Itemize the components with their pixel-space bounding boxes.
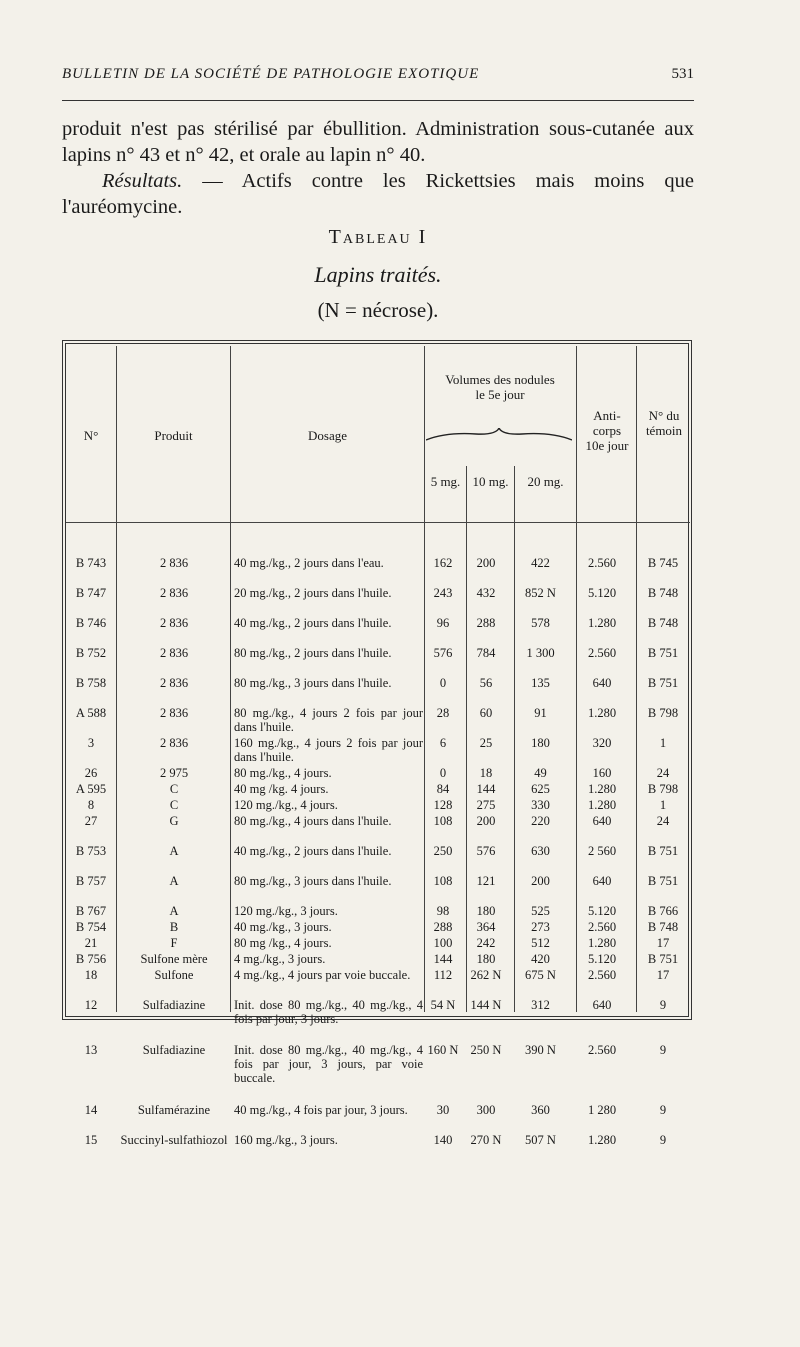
cell-temoin: B 751 xyxy=(647,676,679,690)
col-header-no: N° xyxy=(83,428,99,443)
table-row xyxy=(64,998,694,1043)
cell-dosage: 40 mg./kg., 3 jours. xyxy=(234,920,332,934)
cell-temoin: 1 xyxy=(659,736,667,750)
cell-vol-10mg: 270 N xyxy=(470,1133,502,1147)
cell-anticorps: 1.280 xyxy=(587,782,617,796)
results-label: Résultats. xyxy=(102,170,183,192)
cell-anticorps: 640 xyxy=(592,998,612,1012)
cell-vol-5mg: 250 xyxy=(433,844,453,858)
cell-dosage: 80 mg./kg., 4 jours. xyxy=(234,766,332,780)
cell-produit: B xyxy=(169,920,179,934)
running-title: BULLETIN DE LA SOCIÉTÉ DE PATHOLOGIE EXOTIQUE xyxy=(62,66,480,82)
cell-anticorps: 2.560 xyxy=(587,1043,617,1057)
cell-vol-5mg: 96 xyxy=(436,616,450,630)
cell-no: B 757 xyxy=(75,874,107,888)
table-row xyxy=(64,676,694,706)
cell-vol-5mg: 28 xyxy=(436,706,450,720)
cell-no: B 747 xyxy=(75,586,107,600)
cell-vol-10mg: 275 xyxy=(476,798,496,812)
table-row xyxy=(64,736,694,766)
table-row xyxy=(64,706,694,736)
cell-anticorps: 1.280 xyxy=(587,798,617,812)
cell-vol-10mg: 144 xyxy=(476,782,496,796)
cell-vol-5mg: 0 xyxy=(439,676,447,690)
page-number: 531 xyxy=(671,66,694,82)
cell-produit: Sulfadiazine xyxy=(142,1043,206,1057)
cell-dosage: Init. dose 80 mg./kg., 40 mg./kg., 4 fois par jour, 3 jours. xyxy=(234,998,423,1026)
cell-dosage: 80 mg./kg., 4 jours 2 fois par jour dans l'huile. xyxy=(234,706,423,734)
cell-vol-20mg: 200 xyxy=(531,874,550,888)
cell-anticorps: 2.560 xyxy=(587,646,617,660)
cell-dosage: 20 mg./kg., 2 jours dans l'huile. xyxy=(234,586,392,600)
cell-vol-10mg: 242 xyxy=(476,936,496,950)
cell-no: B 752 xyxy=(75,646,107,660)
results-text: — Actifs contre les Rickettsies mais moins que l'auréomycine. xyxy=(62,170,694,218)
cell-produit: 2 975 xyxy=(159,766,189,780)
cell-temoin: 9 xyxy=(659,998,667,1012)
cell-anticorps: 160 xyxy=(592,766,612,780)
table-row xyxy=(64,844,694,874)
volumes-brace xyxy=(426,428,572,442)
cell-no: 26 xyxy=(84,766,98,780)
cell-vol-20mg: 507 N xyxy=(525,1133,556,1147)
cell-temoin: 9 xyxy=(659,1043,667,1057)
cell-no: B 756 xyxy=(75,952,107,966)
cell-anticorps: 2.560 xyxy=(587,556,617,570)
cell-produit: A xyxy=(169,874,179,888)
cell-vol-5mg: 160 N xyxy=(427,1043,459,1057)
cell-temoin: B 751 xyxy=(647,874,679,888)
cell-no: A 595 xyxy=(75,782,107,796)
cell-no: 14 xyxy=(84,1103,98,1117)
header-rule xyxy=(62,100,694,101)
cell-anticorps: 640 xyxy=(592,676,612,690)
table-row xyxy=(64,586,694,616)
cell-temoin: B 766 xyxy=(647,904,679,918)
table-row xyxy=(64,1043,694,1103)
cell-vol-10mg: 121 xyxy=(476,874,496,888)
cell-temoin: 24 xyxy=(656,814,670,828)
table-row xyxy=(64,782,694,798)
table-row xyxy=(64,766,694,782)
cell-temoin: B 748 xyxy=(647,920,679,934)
cell-dosage: 80 mg./kg., 2 jours dans l'huile. xyxy=(234,646,392,660)
cell-vol-10mg: 300 xyxy=(476,1103,496,1117)
intro-paragraph xyxy=(62,116,694,220)
cell-dosage: 120 mg./kg., 4 jours. xyxy=(234,798,338,812)
cell-dosage: 40 mg./kg., 4 fois par jour, 3 jours. xyxy=(234,1103,408,1117)
cell-vol-10mg: 432 xyxy=(476,586,496,600)
col-header-produit: Produit xyxy=(154,428,193,443)
cell-vol-5mg: 84 xyxy=(436,782,450,796)
cell-anticorps: 640 xyxy=(592,874,612,888)
cell-vol-5mg: 128 xyxy=(433,798,453,812)
table-row xyxy=(64,1133,694,1149)
cell-produit: A xyxy=(169,904,179,918)
cell-temoin: B 751 xyxy=(647,646,679,660)
cell-anticorps: 640 xyxy=(592,814,612,828)
cell-temoin: B 751 xyxy=(647,952,679,966)
cell-anticorps: 1.280 xyxy=(587,1133,617,1147)
table-row xyxy=(64,616,694,646)
table-row xyxy=(64,1103,694,1133)
cell-anticorps: 1.280 xyxy=(587,616,617,630)
table-row xyxy=(64,936,694,952)
cell-dosage: 40 mg./kg., 2 jours dans l'huile. xyxy=(234,844,392,858)
cell-vol-20mg: 273 xyxy=(531,920,550,934)
cell-anticorps: 5.120 xyxy=(587,952,617,966)
cell-temoin: B 745 xyxy=(647,556,679,570)
col-header-v20: 20 mg. xyxy=(527,474,564,489)
cell-vol-20mg: 675 N xyxy=(525,968,556,982)
cell-vol-5mg: 108 xyxy=(433,814,453,828)
cell-vol-10mg: 200 xyxy=(476,556,496,570)
cell-temoin: 24 xyxy=(656,766,670,780)
cell-vol-20mg: 220 xyxy=(531,814,550,828)
cell-produit: Sulfadiazine xyxy=(142,998,206,1012)
intro-text: produit n'est pas stérilisé par ébullition. Administration sous-cutanée aux lapins n° 43 et n° 42, et orale au lapin n° 40. xyxy=(62,118,694,166)
cell-produit: Sulfone xyxy=(154,968,194,982)
cell-produit: Sulfamérazine xyxy=(137,1103,211,1117)
cell-anticorps: 2.560 xyxy=(587,968,617,982)
cell-vol-20mg: 1 300 xyxy=(526,646,555,660)
cell-vol-20mg: 625 xyxy=(531,782,550,796)
cell-vol-20mg: 312 xyxy=(531,998,550,1012)
running-header xyxy=(62,66,694,83)
cell-dosage: 40 mg./kg., 2 jours dans l'huile. xyxy=(234,616,392,630)
cell-dosage: 160 mg./kg., 3 jours. xyxy=(234,1133,338,1147)
table-row xyxy=(64,556,694,586)
table-row xyxy=(64,952,694,968)
cell-no: B 746 xyxy=(75,616,107,630)
cell-vol-20mg: 525 xyxy=(531,904,550,918)
cell-anticorps: 1.280 xyxy=(587,706,617,720)
cell-produit: 2 836 xyxy=(159,586,189,600)
cell-no: 21 xyxy=(84,936,98,950)
cell-no: B 754 xyxy=(75,920,107,934)
cell-vol-10mg: 144 N xyxy=(470,998,502,1012)
cell-anticorps: 2.560 xyxy=(587,920,617,934)
table-row xyxy=(64,904,694,920)
cell-produit: 2 836 xyxy=(159,736,189,750)
cell-vol-5mg: 0 xyxy=(439,766,447,780)
cell-vol-20mg: 330 xyxy=(531,798,550,812)
cell-vol-5mg: 162 xyxy=(433,556,453,570)
cell-vol-20mg: 360 xyxy=(531,1103,550,1117)
col-header-v5: 5 mg. xyxy=(430,474,461,489)
cell-dosage: 80 mg./kg., 3 jours dans l'huile. xyxy=(234,676,392,690)
cell-vol-10mg: 180 xyxy=(476,904,496,918)
cell-dosage: 40 mg./kg., 2 jours dans l'eau. xyxy=(234,556,384,570)
header-bottom-rule xyxy=(66,522,690,523)
cell-no: 12 xyxy=(84,998,98,1012)
cell-vol-5mg: 112 xyxy=(433,968,453,982)
cell-vol-5mg: 98 xyxy=(436,904,450,918)
cell-vol-20mg: 420 xyxy=(531,952,550,966)
cell-vol-5mg: 30 xyxy=(436,1103,450,1117)
cell-no: A 588 xyxy=(75,706,107,720)
table-row xyxy=(64,814,694,844)
cell-vol-10mg: 200 xyxy=(476,814,496,828)
col-header-v10: 10 mg. xyxy=(472,474,509,489)
cell-produit: 2 836 xyxy=(159,556,189,570)
results-paragraph xyxy=(62,168,694,220)
cell-vol-10mg: 784 xyxy=(476,646,496,660)
cell-vol-10mg: 60 xyxy=(479,706,493,720)
cell-vol-20mg: 180 xyxy=(531,736,550,750)
cell-vol-10mg: 25 xyxy=(479,736,493,750)
cell-vol-20mg: 135 xyxy=(531,676,550,690)
cell-no: B 758 xyxy=(75,676,107,690)
cell-vol-5mg: 54 N xyxy=(430,998,456,1012)
cell-vol-5mg: 100 xyxy=(433,936,453,950)
cell-temoin: B 798 xyxy=(647,782,679,796)
cell-no: B 743 xyxy=(75,556,107,570)
cell-no: 18 xyxy=(84,968,98,982)
cell-temoin: B 748 xyxy=(647,586,679,600)
cell-temoin: B 751 xyxy=(647,844,679,858)
cell-temoin: 17 xyxy=(656,936,670,950)
table-row xyxy=(64,874,694,904)
table-row xyxy=(64,646,694,676)
cell-temoin: 1 xyxy=(659,798,667,812)
cell-produit: 2 836 xyxy=(159,616,189,630)
cell-dosage: 40 mg /kg. 4 jours. xyxy=(234,782,329,796)
cell-produit: C xyxy=(169,798,179,812)
cell-produit: 2 836 xyxy=(159,676,189,690)
cell-produit: F xyxy=(170,936,178,950)
cell-temoin: 17 xyxy=(656,968,670,982)
cell-vol-20mg: 390 N xyxy=(525,1043,556,1057)
cell-produit: Sulfone mère xyxy=(140,952,208,966)
cell-dosage: 160 mg./kg., 4 jours 2 fois par jour dans l'huile. xyxy=(234,736,423,764)
cell-no: 13 xyxy=(84,1043,98,1057)
data-table xyxy=(64,556,694,1149)
cell-no: B 767 xyxy=(75,904,107,918)
cell-anticorps: 5.120 xyxy=(587,904,617,918)
cell-no: 3 xyxy=(87,736,95,750)
cell-dosage: 4 mg./kg., 3 jours. xyxy=(234,952,326,966)
table-caption: Tableau I xyxy=(328,226,428,248)
cell-anticorps: 1 280 xyxy=(587,1103,617,1117)
cell-vol-10mg: 250 N xyxy=(470,1043,502,1057)
cell-temoin: 9 xyxy=(659,1103,667,1117)
cell-vol-5mg: 144 xyxy=(433,952,453,966)
cell-no: B 753 xyxy=(75,844,107,858)
cell-anticorps: 320 xyxy=(592,736,612,750)
cell-vol-10mg: 18 xyxy=(479,766,493,780)
cell-vol-20mg: 630 xyxy=(531,844,550,858)
cell-produit: G xyxy=(169,814,179,828)
table-row xyxy=(64,968,694,998)
cell-produit: 2 836 xyxy=(159,706,189,720)
cell-vol-5mg: 6 xyxy=(439,736,447,750)
cell-vol-10mg: 576 xyxy=(476,844,496,858)
cell-vol-5mg: 288 xyxy=(433,920,453,934)
cell-vol-20mg: 422 xyxy=(531,556,550,570)
cell-vol-20mg: 91 xyxy=(534,706,547,720)
cell-no: 15 xyxy=(84,1133,98,1147)
table-row xyxy=(64,798,694,814)
cell-produit: 2 836 xyxy=(159,646,189,660)
cell-vol-5mg: 108 xyxy=(433,874,453,888)
cell-produit: A xyxy=(169,844,179,858)
cell-vol-20mg: 512 xyxy=(531,936,550,950)
cell-dosage: 80 mg./kg., 4 jours dans l'huile. xyxy=(234,814,392,828)
cell-vol-10mg: 56 xyxy=(479,676,493,690)
cell-vol-10mg: 288 xyxy=(476,616,496,630)
cell-vol-5mg: 140 xyxy=(433,1133,453,1147)
table-row xyxy=(64,920,694,936)
table-body xyxy=(64,556,694,1149)
cell-no: 27 xyxy=(84,814,98,828)
cell-vol-20mg: 578 xyxy=(531,616,550,630)
cell-anticorps: 5.120 xyxy=(587,586,617,600)
cell-vol-10mg: 180 xyxy=(476,952,496,966)
cell-vol-20mg: 852 N xyxy=(525,586,556,600)
cell-dosage: Init. dose 80 mg./kg., 40 mg./kg., 4 fois par jour, 3 jours, par voie buccale. xyxy=(234,1043,423,1085)
col-header-temoin: N° du témoin xyxy=(645,408,683,438)
cell-vol-5mg: 576 xyxy=(433,646,453,660)
table-subtitle: Lapins traités. xyxy=(314,262,442,287)
cell-anticorps: 2 560 xyxy=(587,844,617,858)
cell-vol-10mg: 262 N xyxy=(470,968,502,982)
cell-produit: C xyxy=(169,782,179,796)
cell-dosage: 80 mg /kg., 4 jours. xyxy=(234,936,332,950)
cell-vol-20mg: 49 xyxy=(534,766,547,780)
cell-temoin: B 798 xyxy=(647,706,679,720)
cell-anticorps: 1.280 xyxy=(587,936,617,950)
cell-temoin: B 748 xyxy=(647,616,679,630)
cell-dosage: 80 mg./kg., 3 jours dans l'huile. xyxy=(234,874,392,888)
col-header-volumes: Volumes des nodules le 5e jour xyxy=(445,372,555,402)
cell-produit: Succinyl-sulfathiozol xyxy=(120,1133,228,1147)
cell-dosage: 120 mg./kg., 3 jours. xyxy=(234,904,338,918)
cell-dosage: 4 mg./kg., 4 jours par voie buccale. xyxy=(234,968,411,982)
cell-no: 8 xyxy=(87,798,95,812)
cell-temoin: 9 xyxy=(659,1133,667,1147)
table-note: (N = nécrose). xyxy=(317,298,439,322)
col-header-anticorps: Anti-corps 10e jour xyxy=(585,408,629,453)
cell-vol-10mg: 364 xyxy=(476,920,496,934)
cell-vol-5mg: 243 xyxy=(433,586,453,600)
col-header-dosage: Dosage xyxy=(308,428,347,443)
